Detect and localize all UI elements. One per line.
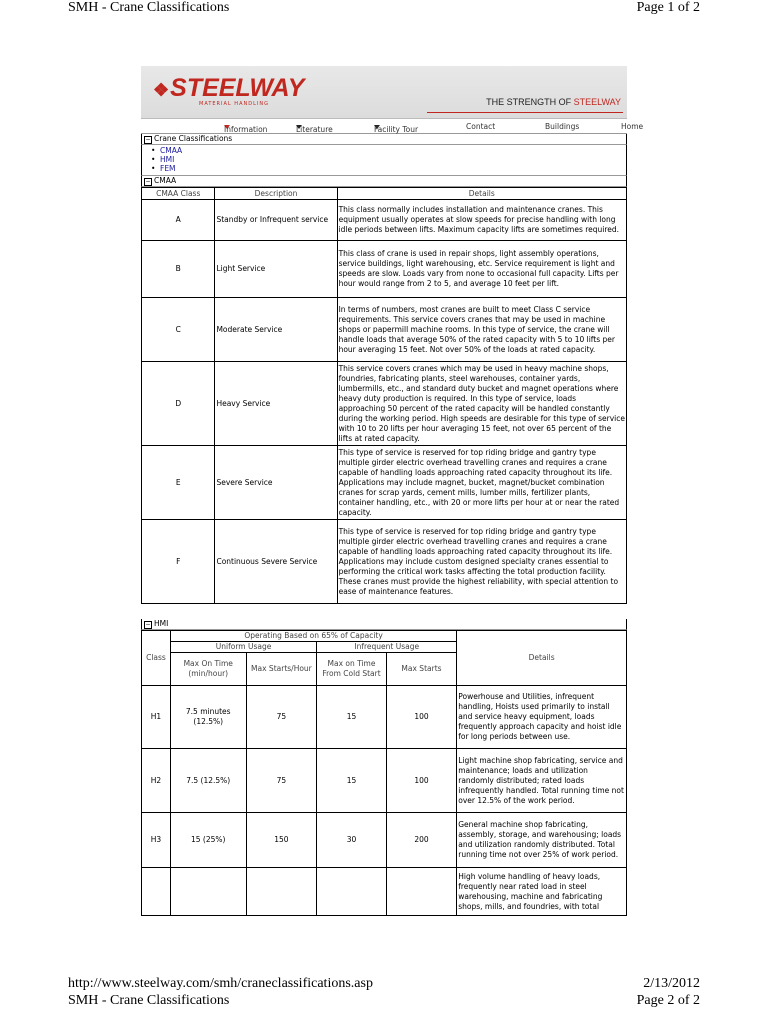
- col-header-max-starts: Max Starts: [386, 653, 457, 686]
- print-footer-page: Page 2 of 2: [636, 993, 700, 1008]
- col-header-operating: Operating Based on 65% of Capacity: [170, 631, 456, 642]
- cell-max-cold-start: [317, 868, 386, 916]
- cell-max-starts-hour: 75: [246, 686, 317, 749]
- table-row: [142, 200, 627, 241]
- cell-max-starts: 200: [386, 813, 457, 868]
- cell-details: This class normally includes installation and maintenance cranes. This equipment usually operates at slow speeds for precise handling with long idle periods between lifts. Maximum capacity lifts are sometimes required.: [337, 200, 626, 241]
- cell-class: F: [142, 520, 215, 604]
- col-header-details: Details: [457, 631, 627, 686]
- section-title: CMAA: [154, 176, 177, 185]
- steelway-logo[interactable]: [153, 74, 304, 103]
- tagline-prefix: THE STRENGTH OF: [486, 97, 574, 107]
- cell-max-starts: 100: [386, 749, 457, 813]
- cell-max-cold-start: 30: [317, 813, 386, 868]
- col-header: Description: [215, 188, 337, 200]
- cell-class: A: [142, 200, 215, 241]
- cell-max-starts-hour: [246, 868, 317, 916]
- cell-max-on-time: 7.5 minutes (12.5%): [170, 686, 246, 749]
- table-row: [142, 520, 627, 604]
- collapse-icon[interactable]: −: [145, 621, 151, 628]
- print-footer-url: http://www.steelway.com/smh/craneclassifications.asp: [68, 976, 373, 991]
- col-header-infrequent: Infrequent Usage: [317, 642, 457, 653]
- tagline: [486, 97, 621, 107]
- cell-max-starts: [386, 868, 457, 916]
- section-crane-classifications: [141, 134, 627, 145]
- print-header: [68, 0, 700, 18]
- toc-link-hmi[interactable]: • HMI: [160, 155, 626, 164]
- col-header: Details: [337, 188, 626, 200]
- cell-class: E: [142, 446, 215, 520]
- table-row: [142, 749, 627, 813]
- cell-max-starts: 100: [386, 686, 457, 749]
- nav-contact[interactable]: Contact: [466, 122, 496, 131]
- table-row: [142, 446, 627, 520]
- web-page: [141, 66, 644, 916]
- logo-text: STEELWAY: [170, 74, 305, 102]
- table-row: [142, 686, 627, 749]
- table-row: [142, 241, 627, 298]
- cell-max-cold-start: 15: [317, 749, 386, 813]
- cell-max-cold-start: 15: [317, 686, 386, 749]
- cell-class: D: [142, 362, 215, 446]
- cell-class: [142, 868, 171, 916]
- cell-max-on-time: 7.5 (12.5%): [170, 749, 246, 813]
- table-row: [142, 362, 627, 446]
- cell-details: In terms of numbers, most cranes are built to meet Class C service requirements. This service covers cranes that may be used in machine shops or papermill machine rooms. In this type of service, the crane will handle loads that average 50% of the rated capacity with 5 to 10 lifts per hour averaging 15 feet. Not over 50% of the loads at rated capacity.: [337, 298, 626, 362]
- nav-label: Facility Tour: [374, 125, 419, 134]
- nav-home[interactable]: Home: [621, 122, 644, 131]
- cell-details: Light machine shop fabricating, service and maintenance; loads and utilization randomly distributed; rated loads infrequently handled. Total running time not over 12.5% of the work period.: [457, 749, 627, 813]
- table-row: [142, 868, 627, 916]
- cmaa-table: [141, 187, 627, 604]
- cell-details: This type of service is reserved for top riding bridge and gantry type multiple girder electric overhead travelling cranes and requires a crane capable of handling loads approaching rated capacity throughout its life. Applications may include custom designed specialty cranes essential to performing the critical work tasks affecting the total production facility. These cranes must provide the highest reliability, with special attention to ease of maintenance features.: [337, 520, 626, 604]
- toc-link-fem[interactable]: • FEM: [160, 164, 626, 173]
- print-header-title: SMH - Crane Classifications: [68, 0, 230, 15]
- print-header-page: Page 1 of 2: [636, 0, 700, 15]
- maple-leaf-icon: ❖: [153, 80, 170, 100]
- table-header-row: [142, 631, 627, 642]
- cell-max-starts-hour: 150: [246, 813, 317, 868]
- col-header: CMAA Class: [142, 188, 215, 200]
- tagline-rule: [427, 112, 623, 113]
- cell-class: C: [142, 298, 215, 362]
- logo-subtitle: MATERIAL HANDLING: [199, 101, 269, 107]
- nav-buildings[interactable]: Buildings: [545, 122, 580, 131]
- table-row: [142, 813, 627, 868]
- cell-details: High volume handling of heavy loads, frequently near rated load in steel warehousing, machine and fabricating shops, mills, and foundries, with total: [457, 868, 627, 916]
- nav-label: Information: [224, 125, 268, 134]
- cell-details: General machine shop fabricating, assembly, storage, and warehousing; loads and utilization randomly distributed. Total running time not over 25% of work period.: [457, 813, 627, 868]
- cell-class: H3: [142, 813, 171, 868]
- cell-description: Moderate Service: [215, 298, 337, 362]
- site-banner: [141, 66, 627, 119]
- col-header-uniform: Uniform Usage: [170, 642, 316, 653]
- nav-label: Literature: [296, 125, 333, 134]
- cell-description: Severe Service: [215, 446, 337, 520]
- cell-description: Continuous Severe Service: [215, 520, 337, 604]
- main-nav: [141, 119, 644, 134]
- section-cmaa: [141, 176, 627, 187]
- cell-max-on-time: [170, 868, 246, 916]
- cell-class: H1: [142, 686, 171, 749]
- col-header-max-on-time: Max On Time (min/hour): [170, 653, 246, 686]
- col-header-max-starts-hour: Max Starts/Hour: [246, 653, 317, 686]
- table-row: [142, 298, 627, 362]
- cell-class: B: [142, 241, 215, 298]
- cell-description: Heavy Service: [215, 362, 337, 446]
- print-footer-title: SMH - Crane Classifications: [68, 993, 230, 1008]
- print-footer: [68, 976, 700, 1016]
- toc-link-cmaa[interactable]: • CMAA: [160, 146, 626, 155]
- cell-details: Powerhouse and Utilities, infrequent handling, Hoists used primarily to install and service heavy equipment, loads frequently approach capacity and hoist idle for long periods between use.: [457, 686, 627, 749]
- section-title: HMI: [154, 619, 169, 628]
- section-hmi: [141, 619, 627, 630]
- hmi-table: [141, 630, 627, 916]
- cell-max-on-time: 15 (25%): [170, 813, 246, 868]
- cell-description: Light Service: [215, 241, 337, 298]
- cell-details: This service covers cranes which may be used in heavy machine shops, foundries, fabricating plants, steel warehouses, container yards, lumbermills, etc., and standard duty bucket and magnet operations where heavy duty production is required. In this type of service, loads approaching 50 percent of the rated capacity will be handled constantly during the working period. High speeds are desirable for this type of service with 10 to 20 lifts per hour averaging 15 feet, not over 65 percent of the lifts at rated capacity.: [337, 362, 626, 446]
- toc-list: [141, 145, 627, 176]
- cell-max-starts-hour: 75: [246, 749, 317, 813]
- tagline-brand: STEELWAY: [573, 97, 621, 107]
- col-header-max-cold-start: Max on Time From Cold Start: [317, 653, 386, 686]
- cell-details: This type of service is reserved for top riding bridge and gantry type multiple girder electric overhead travelling cranes and requires a crane capable of handling loads approaching rated capacity throughout its life. Applications may include magnet, bucket, magnet/bucket combination cranes for scrap yards, cement mills, lumber mills, fertilizer plants, container handling, etc., with 20 or more lifts per hour at or near the rated capacity.: [337, 446, 626, 520]
- cell-details: This class of crane is used in repair shops, light assembly operations, service buildings, light warehousing, etc. Service requirement is light and speeds are slow. Loads vary from none to occasional full capacity. Lifts per hour would range from 2 to 5, and average 10 feet per lift.: [337, 241, 626, 298]
- col-header-class: Class: [142, 631, 171, 686]
- print-footer-date: 2/13/2012: [643, 976, 700, 991]
- cell-description: Standby or Infrequent service: [215, 200, 337, 241]
- collapse-icon[interactable]: −: [145, 136, 151, 143]
- collapse-icon[interactable]: −: [145, 178, 151, 185]
- table-header-row: [142, 188, 627, 200]
- section-title: Crane Classifications: [154, 134, 233, 143]
- cell-class: H2: [142, 749, 171, 813]
